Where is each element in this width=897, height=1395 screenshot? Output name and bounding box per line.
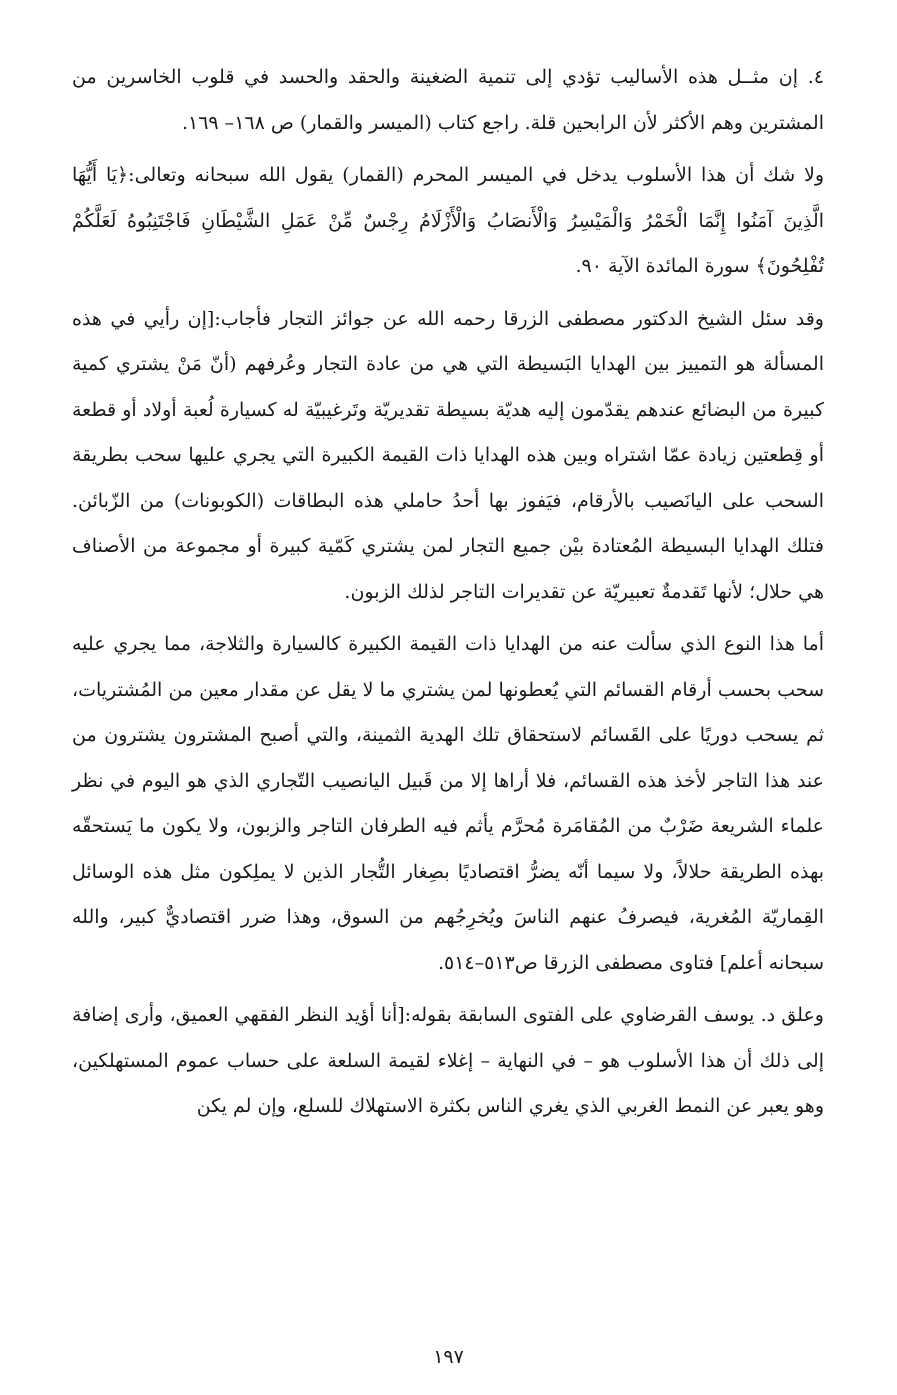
page-number: ١٩٧ (433, 1346, 464, 1368)
paragraph-zarqa-fatwa: وقد سئل الشيخ الدكتور مصطفى الزرقا رحمه الله عن جوائز التجار فأجاب:[إن رأيي في هذه المسألة هو التمييز بين الهدايا البَسيطة التي هي من عادة التجار وعُرفهم (أنّ مَنْ يشتري كمية كبيرة من البضائع عندهم يقدّمون إليه هديّة بسيطة تقديريّة وتَرغيبيّة له كسيارة لُعبة أولاد أو قطعة أو قِطعتين زيادة عمّا اشتراه وبين هذه الهدايا ذات القيمة الكبيرة التي يجري عليها سحب بطريقة السحب على اليانَصيب بالأرقام، فيَفوز بها أحدُ حاملي هذه البطاقات (الكوبونات) من الزّبائن. فتلك الهدايا البسيطة المُعتادة بيْن جميع التجار لمن يشتري كَمّية كبيرة أو مجموعة من الأصناف هي حلال؛ لأنها تَقدمةٌ تعبيريّة عن تقديرات التاجر لذلك الزبون. (72, 307, 824, 603)
paragraph-quran-citation: ولا شك أن هذا الأسلوب يدخل في الميسر المحرم (القمار) يقول الله سبحانه وتعالى:﴿يَا أَيُّهَا الَّذِينَ آمَنُوا إِنَّمَا الْخَمْرُ وَالْمَيْسِرُ وَالْأَنصَابُ وَالْأَزْلَامُ رِجْسٌ مِّنْ عَمَلِ الشَّيْطَانِ فَاجْتَنِبُوهُ لَعَلَّكُمْ تُفْلِحُونَ﴾ سورة المائدة الآية ٩٠. (72, 164, 824, 277)
page-body (72, 55, 824, 1137)
paragraph-lottery-ruling: أما هذا النوع الذي سألت عنه من الهدايا ذات القيمة الكبيرة كالسيارة والثلاجة، مما يجري عليه سحب بحسب أرقام القسائم التي يُعطونها لمن يشتري ما لا يقل عن مقدار معين من المُشتريات، ثم يسحب دوريًا على القَسائم لاستحقاق تلك الهدية الثمينة، والتي أصبح المشترون يشترون من عند هذا التاجر لأخذ هذه القسائم، فلا أراها إلا من قَبيل اليانصيب التّجاري الذي هو اليوم في نظر علماء الشريعة ضَرْبٌ من المُقامَرة مُحرَّم يأثم فيه الطرفان التاجر والزبون، ولا يكون ما يَستحقّه بهذه الطريقة حلالاً، ولا سيما أنّه يضرُّ اقتصاديًا بصِغار التُّجار الذين لا يملِكون مثل هذه الوسائل القِماريّة المُغرية، فيصرفُ عنهم الناسَ ويُخرِجُهم من السوق، وهذا ضرر اقتصاديٌّ كبير، والله سبحانه أعلم] فتاوى مصطفى الزرقا ص٥١٣–٥١٤. (72, 633, 824, 974)
paragraph-qaradawi-comment: وعلق د. يوسف القرضاوي على الفتوى السابقة بقوله:[أنا أؤيد النظر الفقهي العميق، وأرى إضافة إلى ذلك أن هذا الأسلوب هو – في النهاية – إغلاء لقيمة السلعة على حساب عموم المستهلكين، وهو يعبر عن النمط الغربي الذي يغري الناس بكثرة الاستهلاك للسلع، وإن لم يكن (72, 1004, 824, 1117)
paragraph-point-4: ٤. إن مثــل هذه الأساليب تؤدي إلى تنمية الضغينة والحقد والحسد في قلوب الخاسرين من المشترين وهم الأكثر لأن الرابحين قلة. راجع كتاب (الميسر والقمار) ص ١٦٨– ١٦٩. (72, 66, 824, 134)
